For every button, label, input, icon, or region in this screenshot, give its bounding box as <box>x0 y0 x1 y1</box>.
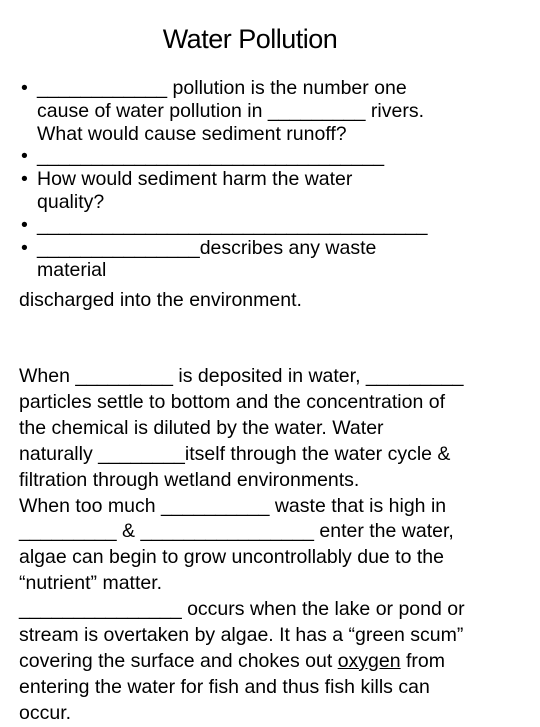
bullet-icon: • <box>21 168 28 191</box>
paragraph-line <box>19 649 534 675</box>
paragraph-text: naturally ________ <box>19 442 185 465</box>
paragraph-line <box>19 442 534 468</box>
paragraph-line: _________ & ________________ enter the water, <box>19 520 454 543</box>
paragraph-line: _______________ occurs when the lake or pond or <box>19 598 465 621</box>
bullet-line <box>37 237 521 260</box>
fill-in-blank: _______________ <box>37 236 200 259</box>
body-paragraph <box>19 364 534 727</box>
paragraph-line: filtration through wetland environments. <box>19 468 360 491</box>
bullet-item-answer-blank-1 <box>21 145 521 168</box>
bullet-line: How would sediment harm the water <box>37 168 353 191</box>
paragraph-line: algae can begin to grow uncontrollably due to the <box>19 546 444 569</box>
bullet-item-answer-blank-2 <box>21 214 521 237</box>
paragraph-line: When too much __________ waste that is high in <box>19 494 447 517</box>
bullet-icon: • <box>21 213 28 236</box>
paragraph-line: particles settle to bottom and the concentration of <box>19 390 446 413</box>
paragraph-line: “nutrient” matter. <box>19 572 163 595</box>
paragraph-text: covering the surface and chokes out <box>19 649 338 672</box>
paragraph-line: When _________ is deposited in water, _________ <box>19 365 464 387</box>
paragraph-line: the chemical is diluted by the water. Water <box>19 416 384 439</box>
paragraph-line: occur. <box>19 701 72 724</box>
paragraph-text: itself through the water cycle & <box>184 442 451 465</box>
paragraph-line: entering the water for fish and thus fish kills can <box>19 675 430 698</box>
bullet-line: cause of water pollution in _________ rivers. <box>37 99 424 122</box>
bullet-text: describes any waste <box>199 236 377 259</box>
paragraph-line: stream is overtaken by algae. It has a “green scum” <box>19 624 464 647</box>
bullet-icon: • <box>21 145 28 168</box>
bullet-trailing-line: discharged into the environment. <box>19 289 302 312</box>
bullet-icon: • <box>21 77 28 99</box>
bullet-line: material <box>37 259 107 282</box>
bullet-list <box>21 77 521 312</box>
bullet-item-waste-definition <box>21 237 521 283</box>
bullet-item-sediment-pollution <box>21 77 521 145</box>
underlined-word-oxygen: oxygen <box>337 649 401 672</box>
bullet-line: What would cause sediment runoff? <box>37 122 347 145</box>
bullet-line: ____________ pollution is the number one <box>37 77 407 99</box>
bullet-line: ____________________________________ <box>37 213 428 236</box>
page-title: Water Pollution <box>162 24 338 54</box>
bullet-line: quality? <box>37 190 105 213</box>
bullet-icon: • <box>21 236 28 259</box>
bullet-line: ________________________________ <box>37 145 385 168</box>
bullet-item-sediment-harm <box>21 168 521 214</box>
paragraph-text: from <box>400 649 446 672</box>
